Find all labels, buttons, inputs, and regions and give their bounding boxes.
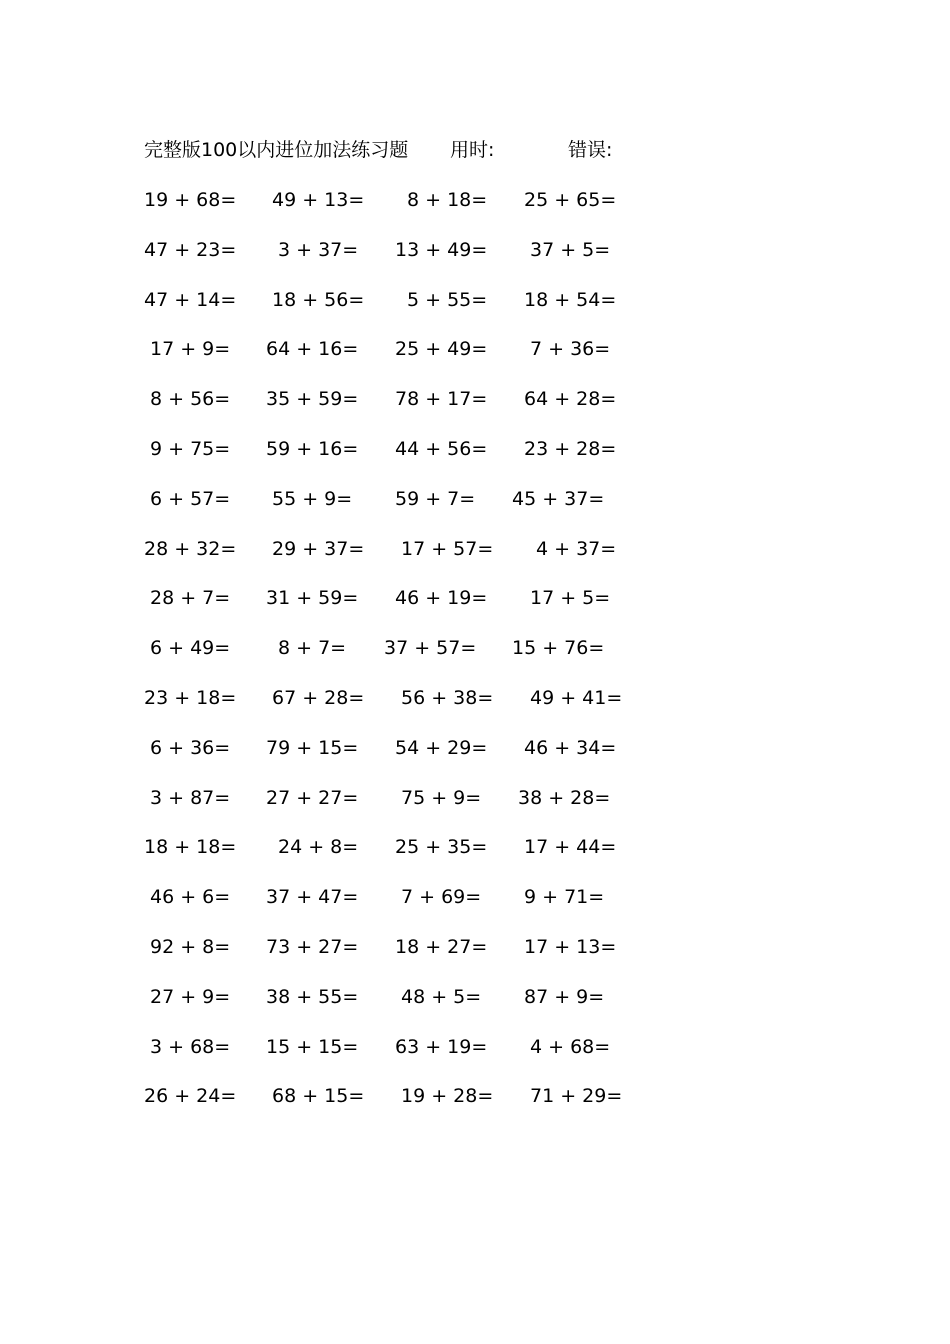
errors-label: 错误:: [568, 139, 613, 161]
addition-problem: 25 + 65=: [524, 189, 617, 211]
addition-problem: 29 + 37=: [272, 537, 365, 560]
addition-problem: 49 + 41=: [530, 686, 623, 709]
addition-problem: 17 + 57=: [401, 537, 494, 560]
problem-row: [0, 982, 950, 1032]
addition-problem: 15 + 76=: [512, 637, 605, 660]
addition-problem: 26 + 24=: [144, 1085, 237, 1108]
addition-problem: 46 + 6=: [150, 886, 231, 909]
addition-problem: 37 + 47=: [266, 886, 359, 909]
addition-problem: 18 + 56=: [272, 288, 365, 311]
addition-problem: 64 + 16=: [266, 338, 359, 361]
addition-problem: 38 + 28=: [518, 786, 611, 809]
addition-problem: 3 + 68=: [150, 1035, 231, 1058]
addition-problem: 75 + 9=: [401, 786, 482, 809]
addition-problem: 15 + 15=: [266, 1035, 359, 1058]
problem-row: [0, 832, 950, 882]
addition-problem: 3 + 87=: [150, 786, 231, 809]
addition-problem: 59 + 7=: [395, 487, 476, 510]
problem-row: [0, 384, 950, 434]
addition-problem: 8 + 7=: [278, 637, 347, 660]
problem-row: [0, 733, 950, 783]
addition-problem: 79 + 15=: [266, 736, 359, 759]
addition-problem: 38 + 55=: [266, 985, 359, 1008]
addition-problem: 25 + 35=: [395, 836, 488, 859]
addition-problem: 37 + 5=: [530, 238, 611, 261]
addition-problem: 9 + 75=: [150, 437, 231, 460]
addition-problem: 19 + 28=: [401, 1085, 494, 1108]
addition-problem: 64 + 28=: [524, 388, 617, 411]
addition-problem: 7 + 36=: [530, 338, 611, 361]
time-label: 用时:: [450, 139, 495, 161]
addition-problem: 7 + 69=: [401, 886, 482, 909]
addition-problem: 19 + 68=: [144, 189, 237, 211]
addition-problem: 8 + 18=: [407, 189, 488, 211]
addition-problem: 17 + 9=: [150, 338, 231, 361]
addition-problem: 78 + 17=: [395, 388, 488, 411]
addition-problem: 47 + 23=: [144, 238, 237, 261]
worksheet-title: 完整版100以内进位加法练习题: [144, 139, 409, 161]
addition-problem: 28 + 32=: [144, 537, 237, 560]
addition-problem: 55 + 9=: [272, 487, 353, 510]
addition-problem: 92 + 8=: [150, 935, 231, 958]
problem-grid: [0, 185, 950, 1131]
addition-problem: 17 + 44=: [524, 836, 617, 859]
addition-problem: 35 + 59=: [266, 388, 359, 411]
addition-problem: 17 + 5=: [530, 587, 611, 610]
addition-problem: 8 + 56=: [150, 388, 231, 411]
problem-row: [0, 882, 950, 932]
addition-problem: 18 + 54=: [524, 288, 617, 311]
addition-problem: 44 + 56=: [395, 437, 488, 460]
addition-problem: 27 + 9=: [150, 985, 231, 1008]
addition-problem: 48 + 5=: [401, 985, 482, 1008]
addition-problem: 17 + 13=: [524, 935, 617, 958]
addition-problem: 68 + 15=: [272, 1085, 365, 1108]
addition-problem: 25 + 49=: [395, 338, 488, 361]
problem-row: [0, 1032, 950, 1082]
addition-problem: 13 + 49=: [395, 238, 488, 261]
addition-problem: 67 + 28=: [272, 686, 365, 709]
addition-problem: 6 + 49=: [150, 637, 231, 660]
problem-row: [0, 484, 950, 534]
addition-problem: 56 + 38=: [401, 686, 494, 709]
problem-row: [0, 285, 950, 335]
addition-problem: 18 + 27=: [395, 935, 488, 958]
addition-problem: 46 + 34=: [524, 736, 617, 759]
problem-row: [0, 235, 950, 285]
addition-problem: 3 + 37=: [278, 238, 359, 261]
problem-row: [0, 534, 950, 584]
addition-problem: 46 + 19=: [395, 587, 488, 610]
addition-problem: 4 + 37=: [536, 537, 617, 560]
addition-problem: 47 + 14=: [144, 288, 237, 311]
addition-problem: 87 + 9=: [524, 985, 605, 1008]
problem-row: [0, 185, 950, 235]
addition-problem: 27 + 27=: [266, 786, 359, 809]
addition-problem: 31 + 59=: [266, 587, 359, 610]
addition-problem: 28 + 7=: [150, 587, 231, 610]
addition-problem: 24 + 8=: [278, 836, 359, 859]
addition-problem: 37 + 57=: [384, 637, 477, 660]
problem-row: [0, 783, 950, 833]
addition-problem: 23 + 28=: [524, 437, 617, 460]
addition-problem: 4 + 68=: [530, 1035, 611, 1058]
addition-problem: 18 + 18=: [144, 836, 237, 859]
addition-problem: 6 + 36=: [150, 736, 231, 759]
addition-problem: 59 + 16=: [266, 437, 359, 460]
problem-row: [0, 583, 950, 633]
problem-row: [0, 434, 950, 484]
addition-problem: 54 + 29=: [395, 736, 488, 759]
addition-problem: 73 + 27=: [266, 935, 359, 958]
addition-problem: 63 + 19=: [395, 1035, 488, 1058]
addition-problem: 45 + 37=: [512, 487, 605, 510]
problem-row: [0, 633, 950, 683]
problem-row: [0, 932, 950, 982]
addition-problem: 71 + 29=: [530, 1085, 623, 1108]
addition-problem: 9 + 71=: [524, 886, 605, 909]
addition-problem: 5 + 55=: [407, 288, 488, 311]
addition-problem: 49 + 13=: [272, 189, 365, 211]
problem-row: [0, 683, 950, 733]
problem-row: [0, 334, 950, 384]
addition-problem: 6 + 57=: [150, 487, 231, 510]
addition-problem: 23 + 18=: [144, 686, 237, 709]
problem-row: [0, 1081, 950, 1131]
